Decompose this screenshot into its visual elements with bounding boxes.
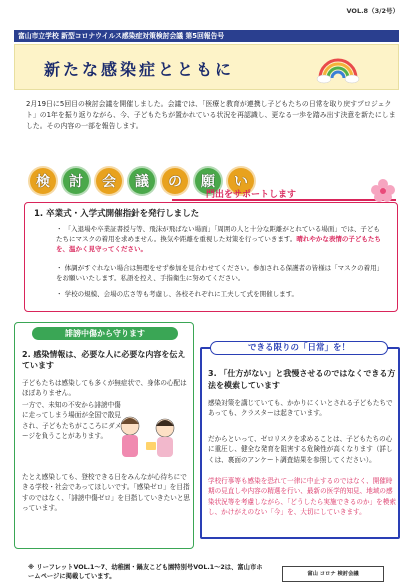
right-panel-body-2: だからといって、ゼロリスクを求めることは、子どもたちの心に重圧し、健全な発育を阻害する危険性が高くなります（詳しくは、裏面のアンケート調査結果を参照してください）。 [208, 435, 393, 464]
bullet-highlight: 晴れやかな表情の子どもたちを、温かく見守ってください。 [56, 235, 381, 253]
left-panel-body-3: たとえ感染しても、登校できる日をみんなが心待ちにできる学校・社会であってほしいです。「感染ゼロ」を目指すのではなく、「誹謗中傷ゼロ」を目指していきたいと思っています。 [22, 473, 191, 513]
bullet-text: ・ 「入退場や卒業証書授与等、飛沫が飛ばない場面」「周囲の人と十分な距離がとれている場面」では、子どもたちにマスクの着用を求めません。換気や距離を重視した対策を行っていきます。 [56, 225, 380, 243]
left-panel-body-1: 子どもたちは感染しても多くが無症状で、身体の心配はほぼありません。 [22, 379, 187, 398]
support-label: 門出をサポートします [206, 190, 297, 200]
header-banner: 富山市立学校 新型コロナウイルス感染症対策検討会議 第5回報告号 [14, 30, 399, 42]
banner-char: 願 [193, 166, 223, 196]
children-illustration [110, 412, 190, 468]
banner-char: い [226, 166, 256, 196]
banner-char: の [160, 166, 190, 196]
intro-paragraph: 2月19日に5回目の検討会議を開催しました。会議では、「医療と教育が連携し子どもたちの日常を取り戻すプロジェクト」の1年を振り返りながら、今、子どもたちが置かれている状況を再認識し、更なる一歩を踏み出す決意を新たにしました。その内容の一部を報告します。 [26, 100, 396, 131]
right-panel-body-3: 学校行事等も感染を恐れて一律に中止するのではなく、開催時期の見直しや内容の精選を行い、最新の医学的知見、地域の感染状況等を考慮しながら、「どうしたら実施できるのか」を模索し、かけがえのない「今」を、大切にしていきます。 [208, 477, 396, 517]
right-panel-title: 3. 「仕方がない」と我慢させるのではなくできる方法を模索しています [208, 369, 396, 390]
volume-label: VOL.8（3/2号） [346, 7, 399, 15]
committee-stamp: 富山 コロナ 検討会議 [282, 566, 384, 582]
right-panel-pill: できる限りの「日常」を！ [210, 341, 388, 355]
cherry-blossom-icon [370, 178, 396, 202]
banner-char: 会 [94, 166, 124, 196]
left-panel-body-2: 一方で、未知の不安から誹謗中傷に走ってしまう場面が全国で散見され、子どもたちがこころにダメージを負うことがあります。 [22, 401, 122, 441]
section1-bullet-2: ・ 体調がすぐれない場合は無理をせず参加を見合わせてください。参加される保護者の皆様は「マスクの着用」をお願いいたします。私語を控え、手指衛生に努めてください。 [56, 264, 384, 282]
left-panel-title: 2. 感染情報は、必要な人に必要な内容を伝えています [22, 350, 186, 370]
left-panel-pill: 誹謗中傷から守ります [32, 327, 178, 340]
page-title: 新たな感染症とともに [44, 60, 235, 79]
section1-bullet-1 [56, 224, 386, 254]
section1-bullet-3: ・ 学校の規模、会場の広さ等も考慮し、各校それぞれに工夫して式を開催します。 [56, 290, 299, 298]
banner-char: 討 [61, 166, 91, 196]
rainbow-icon [316, 48, 360, 86]
footnote: ※ リーフレットVOL.1〜7、幼稚園・鍋友こども園特別号VOL.1〜2は、富山市ホームページに掲載しています。 [28, 564, 263, 580]
banner-char: 議 [127, 166, 157, 196]
section1-title: 1. 卒業式・入学式開催指針を発行しました [34, 209, 200, 219]
right-panel-body-1: 感染対策を講じていても、かかりにくいとされる子どもたちであっても、クラスターは起きています。 [208, 399, 393, 418]
banner-char: 検 [28, 166, 58, 196]
